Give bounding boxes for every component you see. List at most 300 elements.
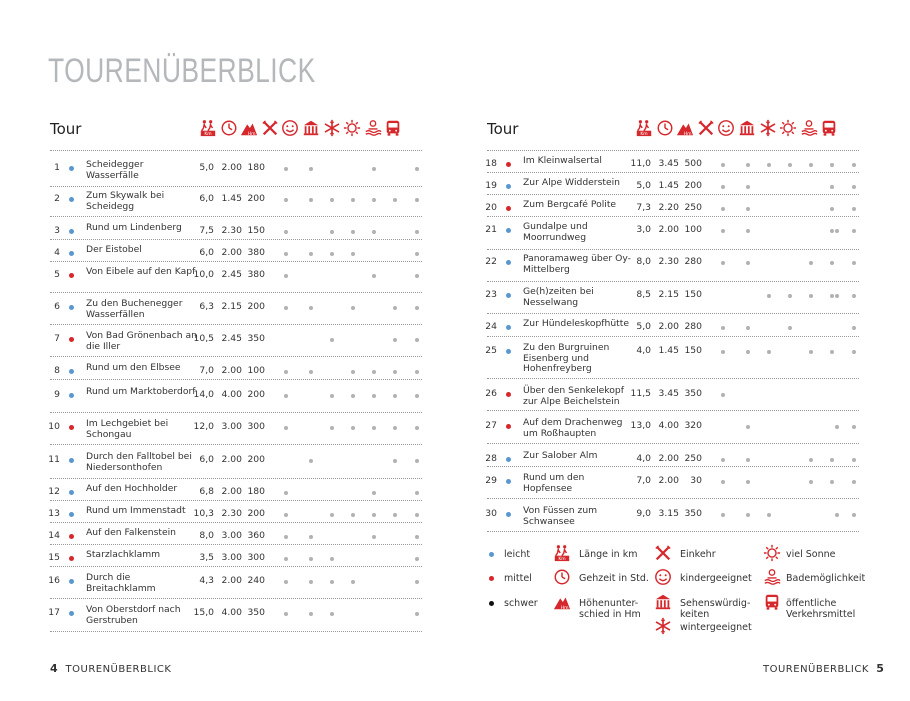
tour-name: Rund um den Hopfensee [523, 472, 585, 494]
flag-einkehr-dot [721, 326, 725, 330]
tour-length-km: 3,5 [199, 552, 214, 563]
row-divider [487, 466, 859, 467]
flag-kinder-dot [309, 612, 313, 616]
flag-oepnv-dot [852, 350, 856, 354]
museum-icon [301, 119, 321, 139]
tour-duration: 2.20 [658, 202, 679, 213]
flag-winter-dot [351, 513, 355, 517]
flag-extra-dot [835, 294, 839, 298]
tour-name: Zu den Burgruinen Eisenberg und Hohenfreyberg [523, 342, 610, 374]
difficulty-dot [69, 273, 74, 278]
legend-label: mittel [504, 573, 532, 584]
bus-icon [383, 119, 403, 139]
tour-name: Rund um Immenstadt [86, 505, 186, 516]
sun-icon [342, 119, 362, 139]
flag-kinder-dot [746, 185, 750, 189]
tour-number: 10 [48, 421, 60, 432]
difficulty-dot [506, 349, 511, 354]
flag-sonne-dot [372, 513, 376, 517]
sun-icon [762, 544, 782, 564]
tour-duration: 1.45 [221, 193, 242, 204]
row-divider [487, 410, 859, 411]
tour-name: Zur Hündeleskopfhütte [523, 318, 630, 329]
legend-blue-dot [489, 552, 494, 557]
tour-elevation-hm: 350 [247, 333, 265, 344]
snowflake-icon [322, 119, 342, 139]
svg-text:Hm: Hm [247, 131, 256, 137]
tour-duration: 2.00 [658, 475, 679, 486]
flag-kinder-dot [309, 252, 313, 256]
tour-duration: 2.00 [221, 454, 242, 465]
tour-duration: 2.30 [658, 256, 679, 267]
legend-label: öffentliche Verkehrsmittel [786, 598, 856, 620]
flag-sehenswert-dot [767, 163, 771, 167]
tour-length-km: 12,0 [193, 421, 214, 432]
flag-winter-dot [351, 306, 355, 310]
tour-length-km: 5,0 [199, 162, 214, 173]
flag-kinder-dot [746, 163, 750, 167]
clock-icon [552, 568, 572, 588]
flag-baden-dot [830, 229, 834, 233]
flag-baden-dot [830, 480, 834, 484]
page-number-right: 5 [876, 662, 885, 675]
page-number-left: 4 [50, 662, 59, 675]
fork-knife-icon [696, 119, 716, 139]
flag-oepnv-dot [415, 274, 419, 278]
flag-winter-dot [351, 580, 355, 584]
flag-sehenswert-dot [767, 513, 771, 517]
tour-length-km: 7,0 [199, 365, 214, 376]
difficulty-dot [506, 325, 511, 330]
flag-einkehr-dot [284, 394, 288, 398]
fork-knife-icon [653, 544, 673, 564]
row-divider [487, 531, 859, 532]
tour-length-km: 4,0 [636, 453, 651, 464]
tour-elevation-hm: 300 [247, 421, 265, 432]
legend-label: viel Sonne [786, 549, 836, 560]
row-divider [50, 379, 422, 380]
flag-sehenswert-dot [330, 338, 334, 342]
bus-icon [762, 593, 782, 613]
tour-length-km: 4,3 [199, 575, 214, 586]
flag-einkehr-dot [721, 229, 725, 233]
tour-length-km: 10,5 [193, 333, 214, 344]
flag-sonne-dot [809, 458, 813, 462]
flag-oepnv-dot [852, 229, 856, 233]
flag-einkehr-dot [284, 230, 288, 234]
tour-length-km: 8,0 [636, 256, 651, 267]
legend-black-dot [489, 601, 494, 606]
flag-extra-dot [835, 229, 839, 233]
difficulty-dot [506, 206, 511, 211]
hiker-km-icon [634, 119, 654, 139]
flag-kinder-dot [309, 306, 313, 310]
tour-length-km: 11,5 [630, 388, 651, 399]
tour-elevation-hm: 320 [684, 420, 702, 431]
flag-extra-dot [835, 513, 839, 517]
tour-elevation-hm: 200 [247, 508, 265, 519]
tour-length-km: 11,0 [630, 158, 651, 169]
difficulty-dot [69, 579, 74, 584]
snowflake-icon [653, 617, 673, 637]
difficulty-dot [506, 260, 511, 265]
tour-column-header-left: Tour [50, 120, 82, 138]
difficulty-dot [69, 556, 74, 561]
tour-number: 8 [54, 365, 60, 376]
tour-elevation-hm: 240 [247, 575, 265, 586]
flag-einkehr-dot [721, 458, 725, 462]
tour-elevation-hm: 100 [684, 224, 702, 235]
row-divider [487, 378, 859, 379]
svg-text:Hm: Hm [683, 131, 692, 137]
tour-number: 26 [485, 388, 497, 399]
flag-baden-dot [393, 198, 397, 202]
tour-duration: 3.15 [658, 508, 679, 519]
flag-einkehr-dot [721, 207, 725, 211]
tour-duration: 2.15 [221, 301, 242, 312]
tour-elevation-hm: 350 [247, 607, 265, 618]
tour-number: 24 [485, 321, 497, 332]
tour-number: 17 [48, 607, 60, 618]
flag-oepnv-dot [415, 513, 419, 517]
flag-oepnv-dot [415, 306, 419, 310]
row-divider [50, 186, 422, 187]
difficulty-dot [506, 424, 511, 429]
tour-number: 4 [54, 247, 60, 258]
difficulty-dot [69, 393, 74, 398]
tour-elevation-hm: 380 [247, 269, 265, 280]
tour-number: 13 [48, 508, 60, 519]
tour-name: Auf dem Drachenweg um Roßhaupten [523, 417, 623, 439]
flag-kinder-dot [746, 326, 750, 330]
tour-duration: 2.00 [221, 162, 242, 173]
tour-number: 3 [54, 225, 60, 236]
flag-sonne-dot [372, 274, 376, 278]
difficulty-dot [506, 512, 511, 517]
tour-duration: 4.00 [221, 389, 242, 400]
flag-kinder-dot [746, 458, 750, 462]
tour-duration: 2.00 [221, 486, 242, 497]
tour-duration: 1.45 [658, 180, 679, 191]
flag-einkehr-dot [721, 350, 725, 354]
flag-winter-dot [351, 252, 355, 256]
tour-name: Rund um Marktoberdorf [86, 386, 196, 397]
tour-number: 29 [485, 475, 497, 486]
tour-elevation-hm: 250 [684, 202, 702, 213]
flag-oepnv-dot [415, 580, 419, 584]
flag-sehenswert-dot [330, 612, 334, 616]
flag-oepnv-dot [415, 557, 419, 561]
difficulty-dot [69, 611, 74, 616]
difficulty-dot [69, 166, 74, 171]
footer-label-left: TOURENÜBERBLICK [65, 664, 172, 675]
tour-elevation-hm: 360 [247, 530, 265, 541]
tour-name: Durch die Breitachklamm [86, 572, 156, 594]
flag-extra-dot [835, 425, 839, 429]
difficulty-dot [69, 305, 74, 310]
flag-sehenswert-dot [330, 230, 334, 234]
row-divider [50, 292, 422, 293]
tour-elevation-hm: 500 [684, 158, 702, 169]
tour-elevation-hm: 200 [684, 180, 702, 191]
flag-oepnv-dot [852, 185, 856, 189]
flag-winter-dot [788, 163, 792, 167]
tour-duration: 4.00 [221, 607, 242, 618]
tour-length-km: 5,0 [636, 321, 651, 332]
tour-elevation-hm: 200 [247, 193, 265, 204]
difficulty-dot [506, 184, 511, 189]
bus-icon [819, 119, 839, 139]
tour-duration: 2.00 [221, 365, 242, 376]
tour-duration: 2.45 [221, 333, 242, 344]
difficulty-dot [69, 229, 74, 234]
flag-einkehr-dot [721, 261, 725, 265]
tour-duration: 2.30 [221, 508, 242, 519]
svg-text:Hm: Hm [560, 605, 569, 611]
row-divider [50, 216, 422, 217]
tour-length-km: 8,5 [636, 289, 651, 300]
tour-number: 21 [485, 224, 497, 235]
flag-oepnv-dot [415, 252, 419, 256]
flag-oepnv-dot [852, 294, 856, 298]
flag-sonne-dot [372, 491, 376, 495]
tour-length-km: 6,0 [199, 454, 214, 465]
tour-name: Starzlachklamm [86, 549, 161, 560]
svg-text:Km: Km [204, 132, 212, 137]
tour-number: 25 [485, 345, 497, 356]
tour-number: 9 [54, 389, 60, 400]
difficulty-dot [506, 293, 511, 298]
tour-name: Rund um den Elbsee [86, 362, 181, 373]
row-divider [50, 444, 422, 445]
difficulty-dot [69, 512, 74, 517]
flag-baden-dot [393, 338, 397, 342]
tour-number: 2 [54, 193, 60, 204]
tour-number: 16 [48, 575, 60, 586]
tour-length-km: 13,0 [630, 420, 651, 431]
flag-sonne-dot [372, 370, 376, 374]
tour-elevation-hm: 200 [247, 389, 265, 400]
tour-length-km: 4,0 [636, 345, 651, 356]
flag-einkehr-dot [721, 480, 725, 484]
flag-kinder-dot [746, 229, 750, 233]
tour-name: Rund um Lindenberg [86, 222, 182, 233]
smiley-icon [653, 568, 673, 588]
fork-knife-icon [260, 119, 280, 139]
flag-einkehr-dot [721, 163, 725, 167]
tour-duration: 2.00 [658, 321, 679, 332]
flag-einkehr-dot [284, 370, 288, 374]
difficulty-dot [506, 162, 511, 167]
tour-name: Durch den Falltobel bei Niedersonthofen [86, 451, 192, 473]
mountain-hm-icon [552, 593, 572, 613]
tour-length-km: 14,0 [193, 389, 214, 400]
flag-einkehr-dot [721, 513, 725, 517]
tour-length-km: 5,0 [636, 180, 651, 191]
tour-duration: 2.30 [221, 225, 242, 236]
tour-name: Von Füssen zum Schwansee [523, 505, 598, 527]
flag-kinder-dot [746, 350, 750, 354]
tour-length-km: 6,3 [199, 301, 214, 312]
tour-number: 23 [485, 289, 497, 300]
legend-label: schwer [504, 598, 538, 609]
museum-icon [653, 593, 673, 613]
tour-name: Auf den Hochholder [86, 483, 178, 494]
row-divider [50, 478, 422, 479]
tour-number: 15 [48, 552, 60, 563]
tour-length-km: 9,0 [636, 508, 651, 519]
flag-sonne-dot [372, 167, 376, 171]
tour-length-km: 15,0 [193, 607, 214, 618]
difficulty-dot [69, 534, 74, 539]
swimmer-icon [363, 119, 383, 139]
tour-length-km: 7,3 [636, 202, 651, 213]
tour-duration: 2.00 [221, 247, 242, 258]
flag-oepnv-dot [415, 167, 419, 171]
flag-kinder-dot [309, 535, 313, 539]
flag-oepnv-dot [852, 425, 856, 429]
flag-baden-dot [393, 426, 397, 430]
legend-label: leicht [504, 549, 531, 560]
flag-kinder-dot [309, 198, 313, 202]
row-divider [487, 281, 859, 282]
flag-einkehr-dot [284, 580, 288, 584]
flag-winter-dot [351, 426, 355, 430]
smiley-icon [280, 119, 300, 139]
difficulty-dot [69, 458, 74, 463]
footer-left [50, 662, 171, 675]
tour-number: 11 [48, 454, 60, 465]
tour-name: Scheidegger Wasserfälle [86, 159, 144, 181]
flag-oepnv-dot [415, 459, 419, 463]
flag-einkehr-dot [721, 393, 725, 397]
flag-sonne-dot [372, 426, 376, 430]
tour-elevation-hm: 350 [684, 388, 702, 399]
flag-winter-dot [351, 370, 355, 374]
flag-sehenswert-dot [330, 580, 334, 584]
tour-name: Auf den Falkenstein [86, 527, 176, 538]
tour-length-km: 10,3 [193, 508, 214, 519]
tour-duration: 3.45 [658, 158, 679, 169]
difficulty-dot [69, 337, 74, 342]
tour-number: 27 [485, 420, 497, 431]
row-divider [50, 412, 422, 413]
flag-kinder-dot [746, 425, 750, 429]
flag-sehenswert-dot [767, 350, 771, 354]
flag-kinder-dot [746, 480, 750, 484]
flag-sonne-dot [372, 230, 376, 234]
flag-einkehr-dot [284, 426, 288, 430]
difficulty-dot [69, 369, 74, 374]
flag-kinder-dot [746, 513, 750, 517]
tour-name: Gundalpe und Moorrundweg [523, 221, 588, 243]
flag-sonne-dot [809, 163, 813, 167]
tour-duration: 3.00 [221, 421, 242, 432]
flag-einkehr-dot [284, 167, 288, 171]
difficulty-dot [69, 251, 74, 256]
tour-number: 18 [485, 158, 497, 169]
tour-elevation-hm: 280 [684, 321, 702, 332]
flag-winter-dot [351, 394, 355, 398]
flag-baden-dot [830, 163, 834, 167]
row-divider [50, 631, 422, 632]
flag-oepnv-dot [852, 163, 856, 167]
flag-baden-dot [393, 306, 397, 310]
tour-length-km: 6,8 [199, 486, 214, 497]
flag-einkehr-dot [284, 274, 288, 278]
difficulty-dot [506, 228, 511, 233]
flag-einkehr-dot [284, 198, 288, 202]
tour-name: Im Lechgebiet bei Schongau [86, 418, 169, 440]
tour-name: Im Kleinwalsertal [523, 155, 602, 166]
tour-duration: 3.00 [221, 530, 242, 541]
row-divider [50, 566, 422, 567]
flag-oepnv-dot [415, 370, 419, 374]
flag-baden-dot [830, 458, 834, 462]
flag-oepnv-dot [415, 491, 419, 495]
tour-name: Ge(h)zeiten bei Nesselwang [523, 286, 594, 308]
legend-label: Höhenunter-schied in Hm [579, 598, 641, 620]
flag-baden-dot [393, 459, 397, 463]
row-divider [50, 261, 422, 262]
footer-label-right: TOURENÜBERBLICK [763, 664, 869, 675]
flag-baden-dot [830, 350, 834, 354]
row-divider [487, 498, 859, 499]
tour-elevation-hm: 350 [684, 508, 702, 519]
flag-einkehr-dot [284, 513, 288, 517]
tour-name: Von Eibele auf den Kapf [86, 266, 196, 277]
legend-label: Sehenswürdig-keiten [680, 598, 751, 620]
tour-number: 14 [48, 530, 60, 541]
tour-number: 22 [485, 256, 497, 267]
tour-elevation-hm: 150 [247, 225, 265, 236]
flag-sehenswert-dot [330, 557, 334, 561]
tour-length-km: 6,0 [199, 193, 214, 204]
flag-einkehr-dot [284, 491, 288, 495]
tour-duration: 4.00 [658, 420, 679, 431]
tour-number: 5 [54, 269, 60, 280]
flag-einkehr-dot [284, 557, 288, 561]
legend-label: kindergeeignet [680, 573, 752, 584]
smiley-icon [716, 119, 736, 139]
hiker-km-icon [198, 119, 218, 139]
tour-elevation-hm: 250 [684, 453, 702, 464]
tour-name: Über den Senkelekopf zur Alpe Beichelstein [523, 385, 624, 407]
tour-number: 28 [485, 453, 497, 464]
tour-elevation-hm: 300 [247, 552, 265, 563]
flag-oepnv-dot [852, 480, 856, 484]
flag-kinder-dot [309, 167, 313, 171]
flag-kinder-dot [746, 261, 750, 265]
flag-einkehr-dot [284, 306, 288, 310]
tour-number: 1 [54, 162, 60, 173]
flag-oepnv-dot [415, 535, 419, 539]
row-divider [50, 598, 422, 599]
tour-name: Von Bad Grönenbach an die Iller [86, 330, 197, 352]
flag-oepnv-dot [415, 338, 419, 342]
tour-number: 7 [54, 333, 60, 344]
tour-name: Zur Alpe Widderstein [523, 177, 621, 188]
tour-column-header-right: Tour [487, 120, 519, 138]
difficulty-dot [506, 479, 511, 484]
flag-oepnv-dot [852, 261, 856, 265]
flag-sehenswert-dot [330, 513, 334, 517]
tour-name: Zur Salober Alm [523, 450, 598, 461]
legend-label: wintergeeignet [680, 622, 752, 633]
legend-label: Bademöglichkeit [786, 573, 866, 584]
flag-sehenswert-dot [767, 294, 771, 298]
svg-text:Km: Km [558, 557, 566, 562]
